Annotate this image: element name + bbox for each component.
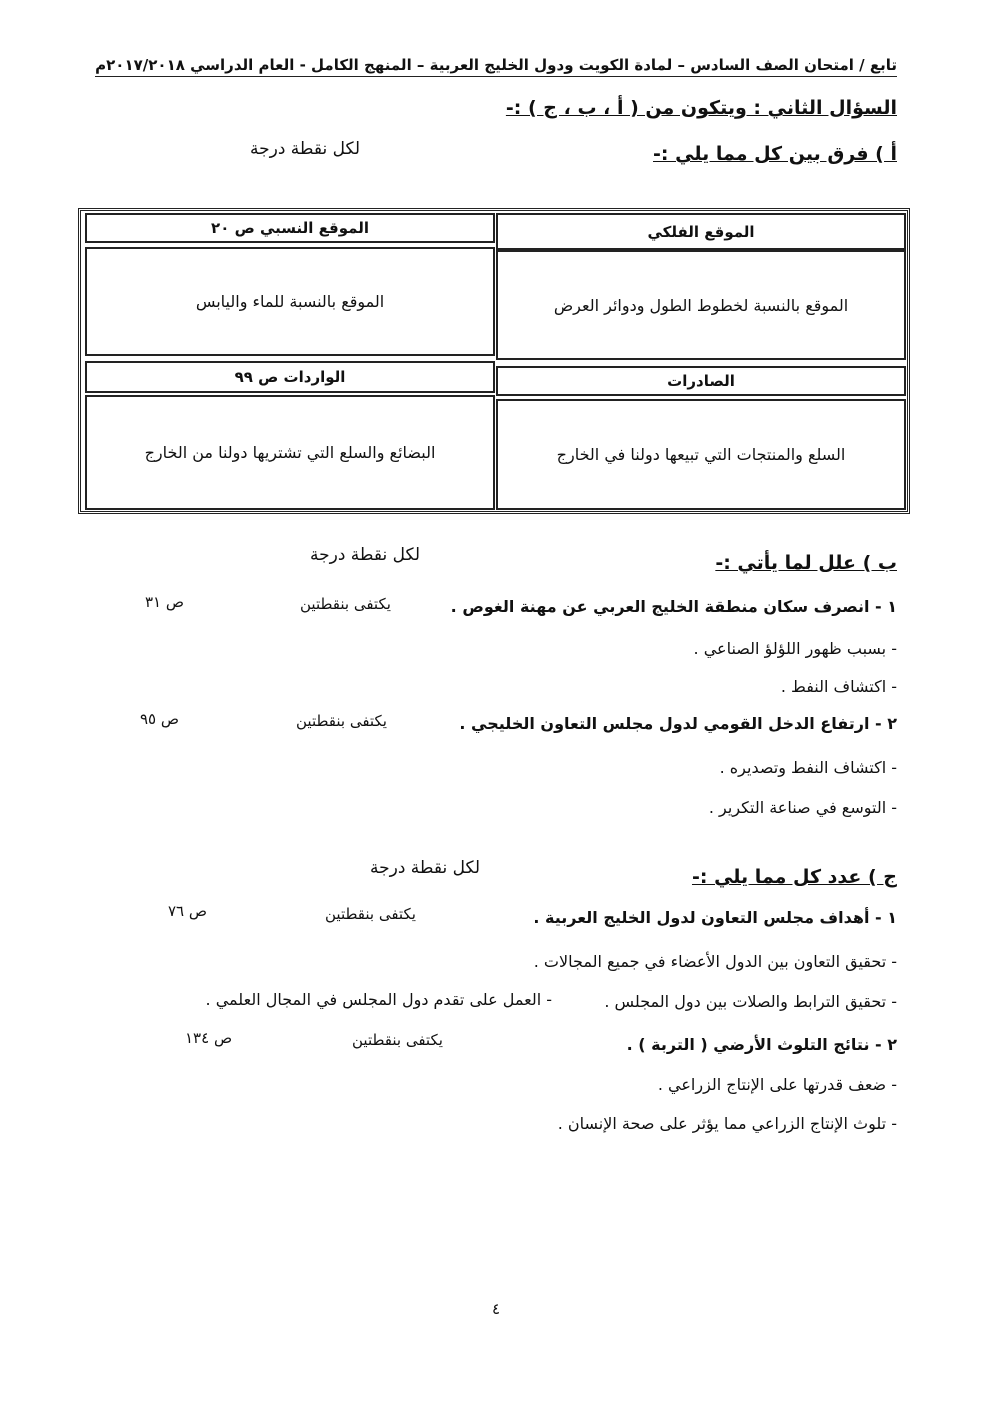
- b-item-2-note: يكتفى بنقطتين: [296, 712, 387, 730]
- c-item-1-answer-3: - العمل على تقدم دول المجلس في المجال العلمي .: [205, 990, 552, 1009]
- c-item-1-answer-2: - تحقيق الترابط والصلات بين دول المجلس .: [604, 992, 897, 1011]
- b-item-1-title: ١ - انصرف سكان منطقة الخليج العربي عن مهنة الغوص .: [450, 597, 897, 616]
- table-head-relative: الموقع النسبي ص ٢٠: [85, 213, 495, 243]
- section-a-points: لكل نقطة درجة: [250, 139, 361, 159]
- section-a-title: أ ) فرق بين كل مما يلي :-: [653, 143, 897, 165]
- table-head-astronomical: الموقع الفلكي: [496, 213, 906, 250]
- c-item-1-answer-1: - تحقيق التعاون بين الدول الأعضاء في جميع المجالات .: [533, 952, 897, 971]
- exam-header: تابع / امتحان الصف السادس – لمادة الكويت ودول الخليج العربية – المنهج الكامل - العام الدراسي ٢٠١٧/٢٠١٨م: [95, 56, 897, 77]
- table-head-imports: الواردات ص ٩٩: [85, 361, 495, 393]
- section-c-points: لكل نقطة درجة: [370, 858, 481, 878]
- b-item-1-note: يكتفى بنقطتين: [300, 595, 391, 613]
- c-item-2-answer-2: - تلوث الإنتاج الزراعي مما يؤثر على صحة الإنسان .: [557, 1114, 897, 1133]
- b-item-1-page: ص ٣١: [145, 593, 185, 611]
- c-item-1-title: ١ - أهداف مجلس التعاون لدول الخليج العربية .: [533, 908, 897, 927]
- section-b-points: لكل نقطة درجة: [310, 545, 421, 565]
- c-item-2-note: يكتفى بنقطتين: [352, 1031, 443, 1049]
- b-item-1-answer-1: - بسبب ظهور اللؤلؤ الصناعي .: [693, 639, 897, 658]
- c-item-1-page: ص ٧٦: [168, 902, 208, 920]
- table-cell-exports-def: السلع والمنتجات التي تبيعها دولنا في الخارج: [496, 399, 906, 510]
- comparison-table: [78, 208, 910, 514]
- b-item-1-answer-2: - اكتشاف النفط .: [780, 677, 897, 696]
- page-number: ٤: [491, 1300, 501, 1318]
- section-c-title: ج ) عدد كل مما يلي :-: [691, 866, 897, 888]
- c-item-2-answer-1: - ضعف قدرتها على الإنتاج الزراعي .: [657, 1075, 897, 1094]
- b-item-2-page: ص ٩٥: [140, 710, 180, 728]
- c-item-2-page: ص ١٣٤: [185, 1029, 233, 1047]
- table-head-exports: الصادرات: [496, 366, 906, 396]
- table-cell-astronomical-def: الموقع بالنسبة لخطوط الطول ودوائر العرض: [496, 250, 906, 360]
- b-item-2-title: ٢ - ارتفاع الدخل القومي لدول مجلس التعاون الخليجي .: [459, 714, 897, 733]
- table-cell-imports-def: البضائع والسلع التي تشتريها دولنا من الخارج: [85, 395, 495, 510]
- c-item-1-note: يكتفى بنقطتين: [325, 905, 416, 923]
- section-b-title: ب ) علل لما يأتي :-: [715, 552, 897, 574]
- b-item-2-answer-2: - التوسع في صناعة التكرير .: [708, 798, 897, 817]
- table-cell-relative-def: الموقع بالنسبة للماء واليابس: [85, 247, 495, 356]
- c-item-2-title: ٢ - نتائج التلوث الأرضي ( التربة ) .: [626, 1035, 897, 1054]
- question-title: السؤال الثاني : ويتكون من ( أ ، ب ، ج ) :-: [505, 97, 897, 119]
- b-item-2-answer-1: - اكتشاف النفط وتصديره .: [719, 758, 897, 777]
